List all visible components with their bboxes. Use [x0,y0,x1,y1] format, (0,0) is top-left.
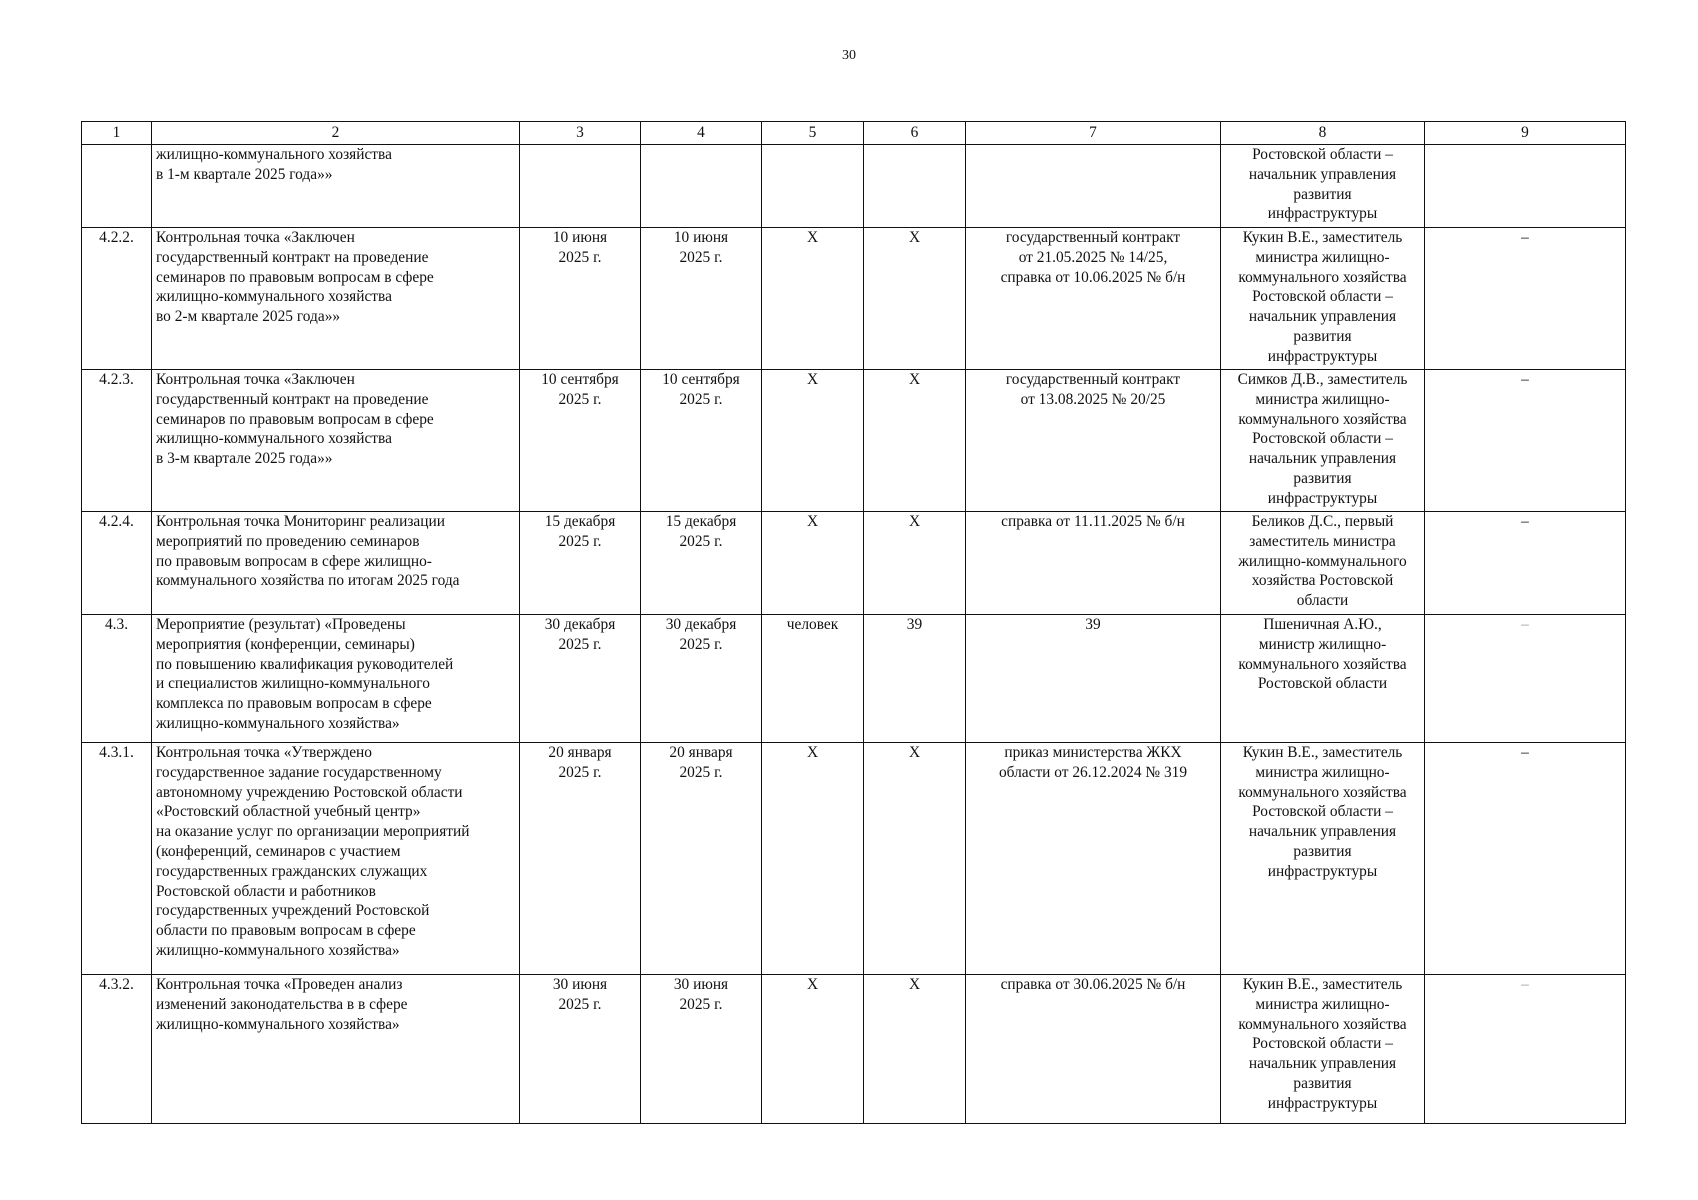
column-header: 6 [864,122,966,145]
unit: X [762,512,864,615]
table-row [82,228,1626,370]
measure-name: Контрольная точка «Утверждено государственное задание государственному автономному учреждению Ростовской области «Ростовский областной учебный центр» на оказание услуг по организации мероприятий (конференций, семинаров с участием государственных гражданских служащих Ростовской области и работников государственных учреждений Ростовской области по правовым вопросам в сфере жилищно-коммунального хозяйства» [152,743,520,975]
table-row [82,615,1626,743]
responsible: Пшеничная А.Ю., министр жилищно- коммунального хозяйства Ростовской области [1221,615,1425,743]
note: – [1425,975,1626,1124]
document: справка от 11.11.2025 № б/н [966,512,1221,615]
plan-value: X [864,370,966,512]
column-header: 1 [82,122,152,145]
row-number: 4.2.4. [82,512,152,615]
note: – [1425,615,1626,743]
responsible: Кукин В.Е., заместитель министра жилищно- коммунального хозяйства Ростовской области – начальник управления развития инфраструктуры [1221,975,1425,1124]
plan-date: 20 января 2025 г. [520,743,641,975]
table-row [82,512,1626,615]
unit: X [762,370,864,512]
fact-date [641,145,762,228]
plan-value [864,145,966,228]
column-header: 9 [1425,122,1626,145]
column-header: 8 [1221,122,1425,145]
column-header: 7 [966,122,1221,145]
row-number: 4.2.3. [82,370,152,512]
responsible: Кукин В.Е., заместитель министра жилищно- коммунального хозяйства Ростовской области – начальник управления развития инфраструктуры [1221,228,1425,370]
document: справка от 30.06.2025 № б/н [966,975,1221,1124]
plan-value: X [864,743,966,975]
unit: X [762,228,864,370]
row-number: 4.3.2. [82,975,152,1124]
page-number: 30 [842,48,856,63]
measure-name: Контрольная точка «Проведен анализ изменений законодательства в в сфере жилищно-коммунального хозяйства» [152,975,520,1124]
plan-value: 39 [864,615,966,743]
unit: X [762,975,864,1124]
note: – [1425,512,1626,615]
note: – [1425,228,1626,370]
table-row [82,145,1626,228]
unit: человек [762,615,864,743]
row-number: 4.3. [82,615,152,743]
column-header: 2 [152,122,520,145]
plan-date: 30 декабря 2025 г. [520,615,641,743]
plan-value: X [864,975,966,1124]
column-header: 5 [762,122,864,145]
plan-date: 10 июня 2025 г. [520,228,641,370]
measure-name: Контрольная точка «Заключен государственный контракт на проведение семинаров по правовым вопросам в сфере жилищно-коммунального хозяйства во 2-м квартале 2025 года»» [152,228,520,370]
document [966,145,1221,228]
responsible: Беликов Д.С., первый заместитель министра жилищно-коммунального хозяйства Ростовской области [1221,512,1425,615]
header-row [82,122,1626,145]
document: государственный контракт от 21.05.2025 № 14/25, справка от 10.06.2025 № б/н [966,228,1221,370]
document: государственный контракт от 13.08.2025 № 20/25 [966,370,1221,512]
fact-date: 30 декабря 2025 г. [641,615,762,743]
measure-name: Мероприятие (результат) «Проведены мероприятия (конференции, семинары) по повышению квалификация руководителей и специалистов жилищно-коммунального комплекса по правовым вопросам в сфере жилищно-коммунального хозяйства» [152,615,520,743]
measure-name: Контрольная точка «Заключен государственный контракт на проведение семинаров по правовым вопросам в сфере жилищно-коммунального хозяйства в 3-м квартале 2025 года»» [152,370,520,512]
row-number: 4.3.1. [82,743,152,975]
table-row [82,975,1626,1124]
plan-value: X [864,512,966,615]
plan-date: 30 июня 2025 г. [520,975,641,1124]
report-table [81,121,1626,1124]
fact-date: 30 июня 2025 г. [641,975,762,1124]
table-row [82,743,1626,975]
fact-date: 10 сентября 2025 г. [641,370,762,512]
fact-date: 20 января 2025 г. [641,743,762,975]
unit [762,145,864,228]
column-header: 3 [520,122,641,145]
plan-date: 10 сентября 2025 г. [520,370,641,512]
row-number [82,145,152,228]
plan-date: 15 декабря 2025 г. [520,512,641,615]
unit: X [762,743,864,975]
measure-name: жилищно-коммунального хозяйства в 1-м квартале 2025 года»» [152,145,520,228]
note: – [1425,370,1626,512]
responsible: Симков Д.В., заместитель министра жилищно- коммунального хозяйства Ростовской области – начальник управления развития инфраструктуры [1221,370,1425,512]
plan-date [520,145,641,228]
fact-date: 15 декабря 2025 г. [641,512,762,615]
note [1425,145,1626,228]
plan-value: X [864,228,966,370]
measure-name: Контрольная точка Мониторинг реализации мероприятий по проведению семинаров по правовым вопросам в сфере жилищно- коммунального хозяйства по итогам 2025 года [152,512,520,615]
fact-date: 10 июня 2025 г. [641,228,762,370]
document: приказ министерства ЖКХ области от 26.12.2024 № 319 [966,743,1221,975]
note: – [1425,743,1626,975]
row-number: 4.2.2. [82,228,152,370]
table-row [82,370,1626,512]
document: 39 [966,615,1221,743]
column-header: 4 [641,122,762,145]
responsible: Ростовской области – начальник управления развития инфраструктуры [1221,145,1425,228]
responsible: Кукин В.Е., заместитель министра жилищно- коммунального хозяйства Ростовской области – начальник управления развития инфраструктуры [1221,743,1425,975]
